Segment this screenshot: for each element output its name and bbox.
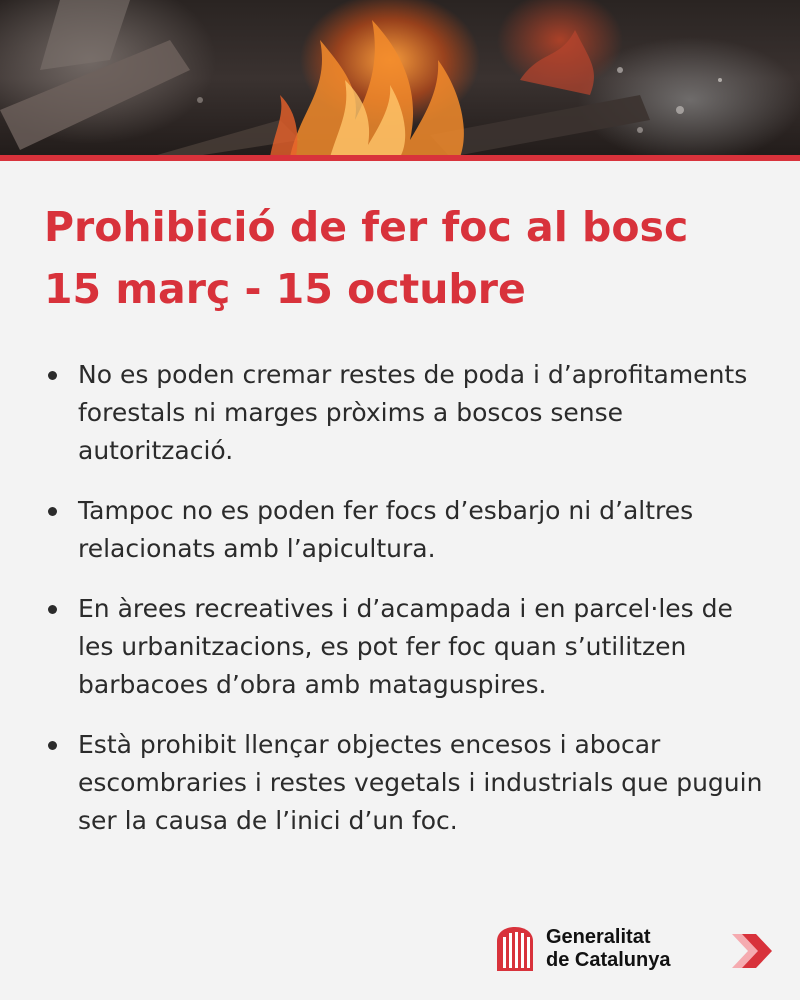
list-item: En àrees recreatives i d’acampada i en parcel·les de les urbanitzacions, es pot fer foc quan s’utilitzen barbacoes d’obra amb mataguspires. (44, 590, 764, 704)
title-line-1: Prohibició de fer foc al bosc (44, 203, 689, 251)
campfire-photo (0, 0, 800, 157)
rules-list (44, 356, 764, 862)
next-slide-button[interactable] (728, 928, 776, 974)
generalitat-logo (494, 924, 670, 974)
logo-text (546, 926, 670, 972)
list-item: Tampoc no es poden fer focs d’esbarjo ni d’altres relacionats amb l’apicultura. (44, 492, 764, 568)
page-title (44, 196, 764, 320)
accent-divider (0, 155, 800, 161)
title-line-2: 15 març - 15 octubre (44, 265, 526, 313)
generalitat-logo-icon (494, 925, 536, 973)
list-item: No es poden cremar restes de poda i d’aprofitaments forestals ni marges pròxims a boscos sense autorització. (44, 356, 764, 470)
logo-line-2: de Catalunya (546, 949, 671, 971)
logo-line-1: Generalitat (546, 926, 651, 948)
list-item: Està prohibit llençar objectes encesos i abocar escombraries i restes vegetals i industrials que puguin ser la causa de l’inici d’un foc. (44, 726, 764, 840)
header-photo (0, 0, 800, 157)
chevron-right-icon (728, 928, 776, 974)
